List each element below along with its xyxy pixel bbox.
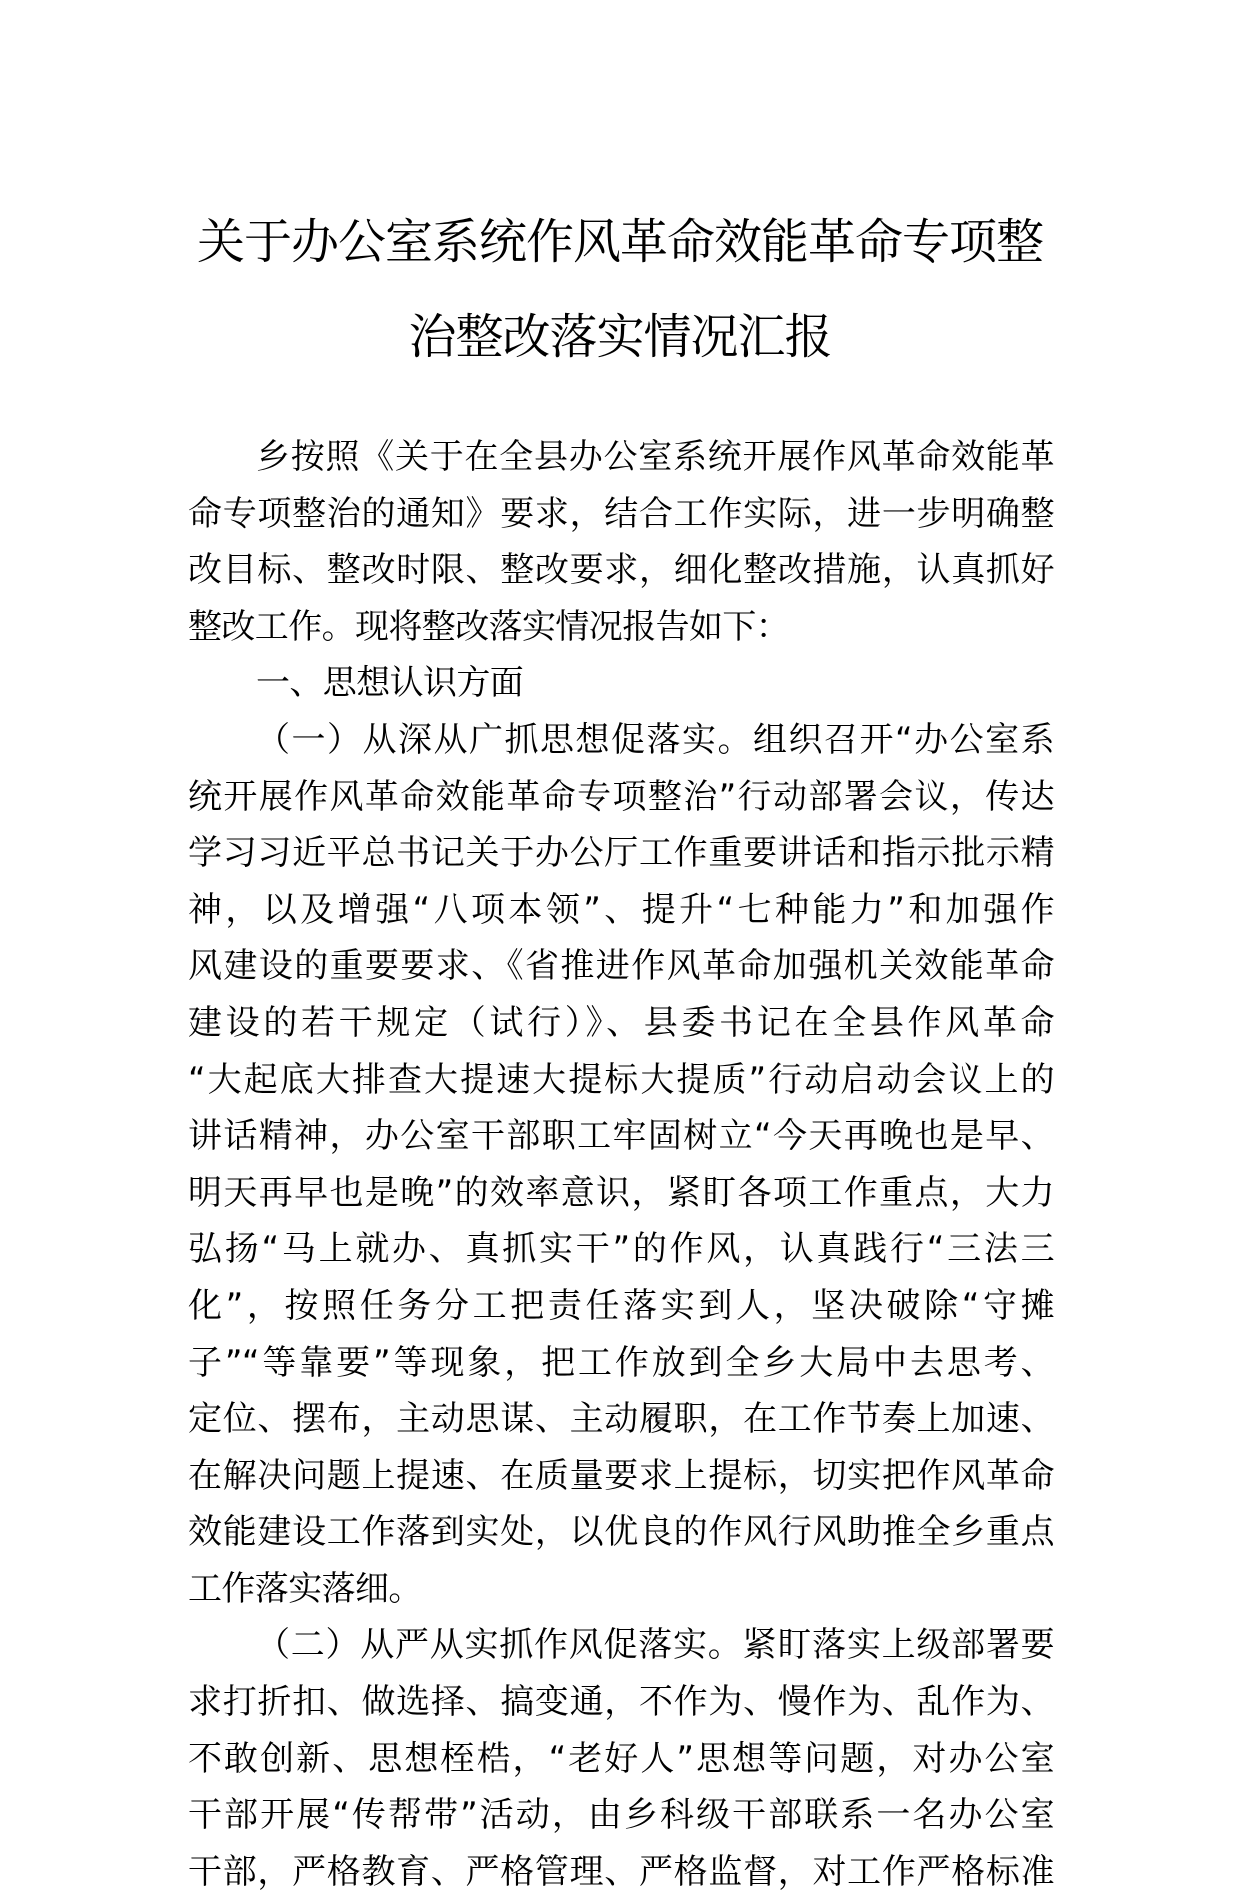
document-title-line-1: 关于办公室系统作风革命效能革命专项整 xyxy=(196,214,1043,270)
body-line: 讲话精神，办公室干部职工牢固树立“今天再晚也是早、 xyxy=(188,1116,1054,1157)
body-line: 明天再早也是晚”的效率意识，紧盯各项工作重点，大力 xyxy=(188,1172,1054,1213)
document-body xyxy=(188,429,1054,1900)
body-line: 乡按照《关于在全县办公室系统开展作风革命效能革 xyxy=(256,437,1054,477)
body-line: 求打折扣、做选择、搞变通，不作为、慢作为、乱作为、 xyxy=(188,1682,1054,1723)
body-line: 不敢创新、思想桎梏，“老好人”思想等问题，对办公室 xyxy=(188,1738,1054,1779)
body-line: 子”“等靠要”等现象，把工作放到全乡大局中去思考、 xyxy=(188,1342,1054,1383)
body-line: “大起底大排查大提速大提标大提质”行动启动会议上的 xyxy=(188,1059,1054,1100)
body-line: 干部，严格教育、严格管理、严格监督，对工作严格标准 xyxy=(188,1851,1054,1892)
body-line: 效能建设工作落到实处，以优良的作风行风助推全乡重点 xyxy=(188,1512,1054,1553)
body-line: 统开展作风革命效能革命专项整治”行动部署会议，传达 xyxy=(188,776,1054,817)
body-line: 整改工作。现将整改落实情况报告如下： xyxy=(188,606,790,647)
section-heading: 一、思想认识方面 xyxy=(256,663,524,704)
body-line: 在解决问题上提速、在质量要求上提标，切实把作风革命 xyxy=(188,1455,1054,1496)
body-line: （二）从严从实抓作风促落实。紧盯落实上级部署要 xyxy=(256,1625,1054,1666)
body-line: 定位、摆布，主动思谋、主动履职，在工作节奏上加速、 xyxy=(188,1399,1054,1440)
body-line: 干部开展“传帮带”活动，由乡科级干部联系一名办公室 xyxy=(188,1795,1054,1836)
body-line: 化”，按照任务分工把责任落实到人，坚决破除“守摊 xyxy=(188,1285,1054,1326)
body-line: 学习习近平总书记关于办公厅工作重要讲话和指示批示精 xyxy=(188,833,1054,874)
body-line: 风建设的重要要求、《省推进作风革命加强机关效能革命 xyxy=(188,946,1054,987)
document-title-line-2: 治整改落实情况汇报 xyxy=(408,309,832,365)
body-line: 改目标、整改时限、整改要求，细化整改措施，认真抓好 xyxy=(188,550,1054,591)
body-line: 弘扬“马上就办、真抓实干”的作风，认真践行“三法三 xyxy=(188,1229,1054,1270)
body-line: 命专项整治的通知》要求，结合工作实际，进一步明确整 xyxy=(188,493,1054,534)
body-line: （一）从深从广抓思想促落实。组织召开“办公室系 xyxy=(256,719,1054,760)
body-line: 神，以及增强“八项本领”、提升“七种能力”和加强作 xyxy=(188,889,1054,930)
body-line: 建设的若干规定（试行）》、县委书记在全县作风革命 xyxy=(188,1002,1054,1043)
body-line: 工作落实落细。 xyxy=(188,1568,422,1609)
